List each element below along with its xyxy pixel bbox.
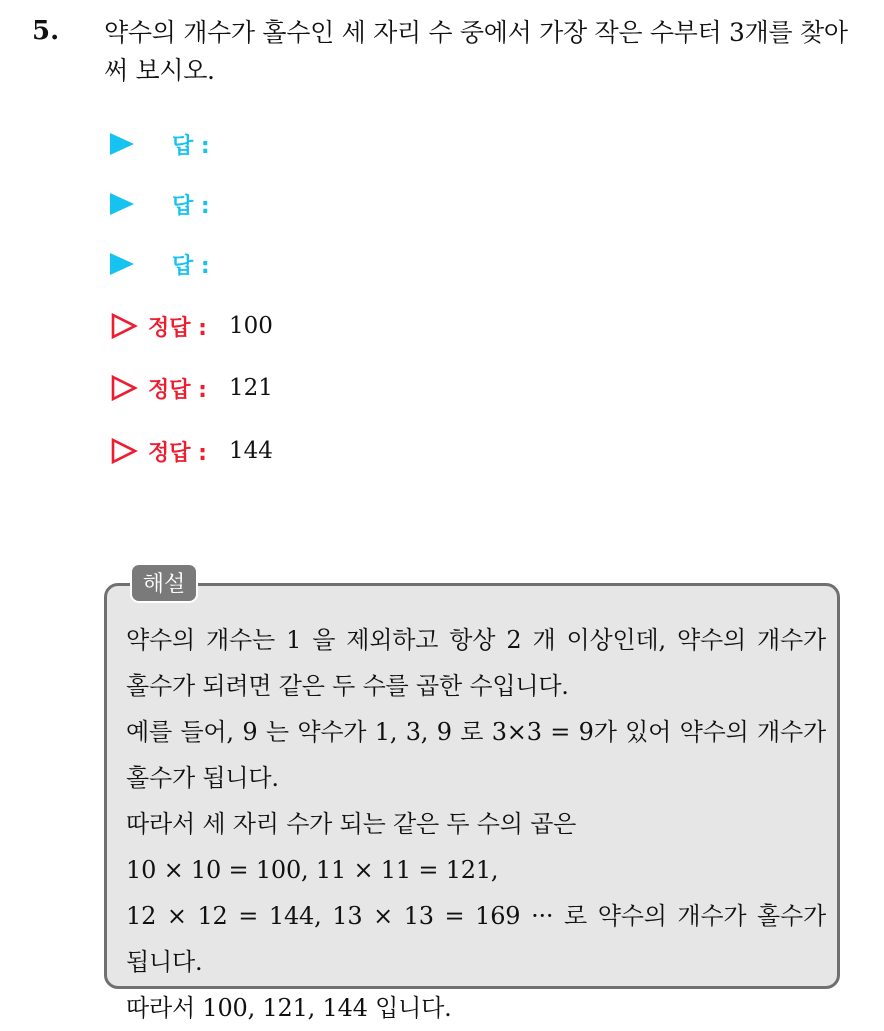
play-arrow-icon: [110, 193, 134, 215]
correct-answer-row-2: [110, 370, 273, 406]
correct-answer-label: 정답 :: [148, 377, 207, 403]
explanation-line: 홀수가 되려면 같은 두 수를 곱한 수입니다.: [126, 672, 569, 700]
answer-label: 답 :: [172, 133, 210, 159]
outline-triangle-icon: [110, 312, 138, 340]
explanation-tag: 해설: [130, 563, 198, 603]
explanation-line: 따라서 세 자리 수가 되는 같은 두 수의 곱은: [126, 810, 577, 838]
explanation-line: 10 × 10 = 100, 11 × 11 = 121,: [126, 856, 499, 884]
play-arrow-icon: [110, 133, 134, 155]
explanation-line: 따라서 100, 121, 144 입니다.: [126, 994, 452, 1022]
answer-label: 답 :: [172, 193, 210, 219]
outline-triangle-icon: [110, 437, 138, 465]
answer-label: 답 :: [172, 253, 210, 279]
correct-answer-label: 정답 :: [148, 315, 207, 341]
outline-triangle-icon: [110, 374, 138, 402]
answer-row-2[interactable]: [110, 186, 210, 222]
correct-answer-value: 100: [228, 313, 273, 339]
explanation-line: 예를 들어, 9 는 약수가 1, 3, 9 로 3×3 = 9가 있어 약수의 개수가: [126, 718, 826, 746]
question-number: 5.: [32, 16, 60, 46]
answer-row-1[interactable]: [110, 126, 210, 162]
explanation-text: [126, 617, 826, 1031]
explanation-line: 됩니다.: [126, 948, 203, 976]
correct-answer-row-3: [110, 433, 273, 469]
explanation-line: 12 × 12 = 144, 13 × 13 = 169 ··· 로 약수의 개수가 홀수가: [126, 902, 826, 930]
answer-row-3[interactable]: [110, 246, 210, 282]
question-text: 약수의 개수가 홀수인 세 자리 수 중에서 가장 작은 수부터 3개를 찾아 써 보시오.: [104, 18, 848, 85]
correct-answer-label: 정답 :: [148, 440, 207, 466]
explanation-line: 약수의 개수는 1 을 제외하고 항상 2 개 이상인데, 약수의 개수가: [126, 626, 826, 654]
explanation-line: 홀수가 됩니다.: [126, 764, 279, 792]
correct-answer-row-1: [110, 308, 273, 344]
correct-answer-value: 121: [228, 375, 273, 401]
play-arrow-icon: [110, 253, 134, 275]
correct-answer-value: 144: [228, 438, 273, 464]
